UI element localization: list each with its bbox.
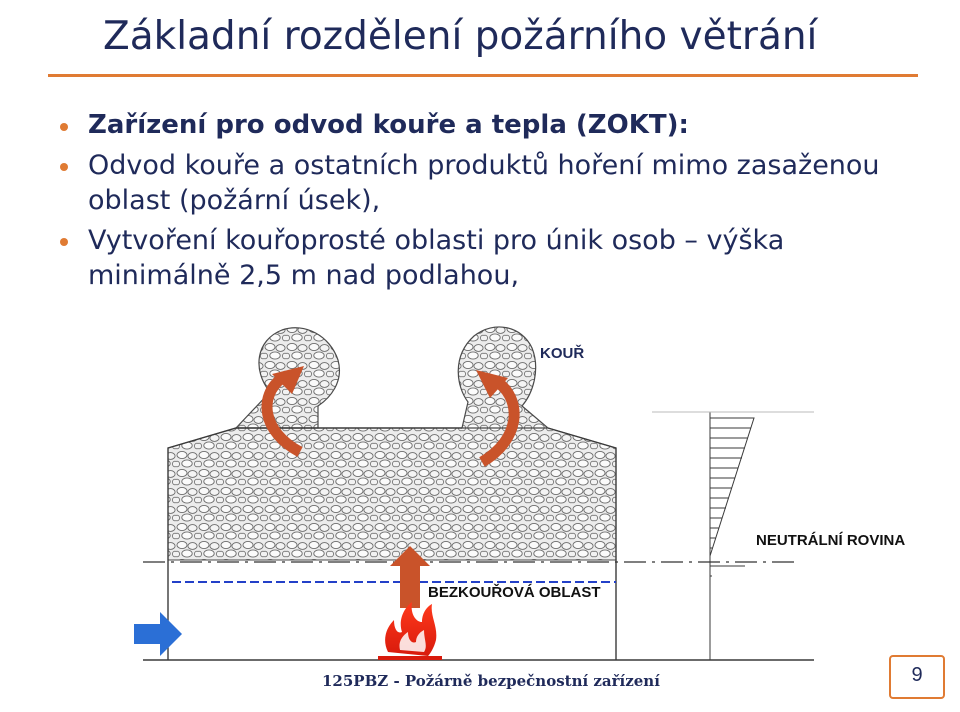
- smoke-layer: [168, 428, 616, 560]
- footer-course-title: 125PBZ - Požárně bezpečnostní zařízení: [322, 672, 660, 690]
- fire-icon: [378, 602, 442, 660]
- smoke-free-zone-label: BEZKOUŘOVÁ OBLAST: [428, 584, 601, 601]
- page-number: 9: [911, 664, 923, 686]
- bullet-text: Zařízení pro odvod kouře a tepla (ZOKT):: [88, 110, 689, 140]
- page-number-box: [889, 655, 945, 699]
- smoke-label: KOUŘ: [540, 345, 585, 362]
- slide-title: Základní rozdělení požárního větrání: [103, 14, 818, 59]
- bullet-text: Odvod kouře a ostatních produktů hoření mimo zasaženou oblast (požární úsek),: [88, 150, 880, 216]
- inflow-arrow-icon: [134, 612, 182, 656]
- neutral-plane-label: NEUTRÁLNÍ ROVINA: [756, 532, 906, 549]
- bullet-text: Vytvoření kouřoprosté oblasti pro únik osob – výška minimálně 2,5 m nad podlahou,: [88, 225, 785, 291]
